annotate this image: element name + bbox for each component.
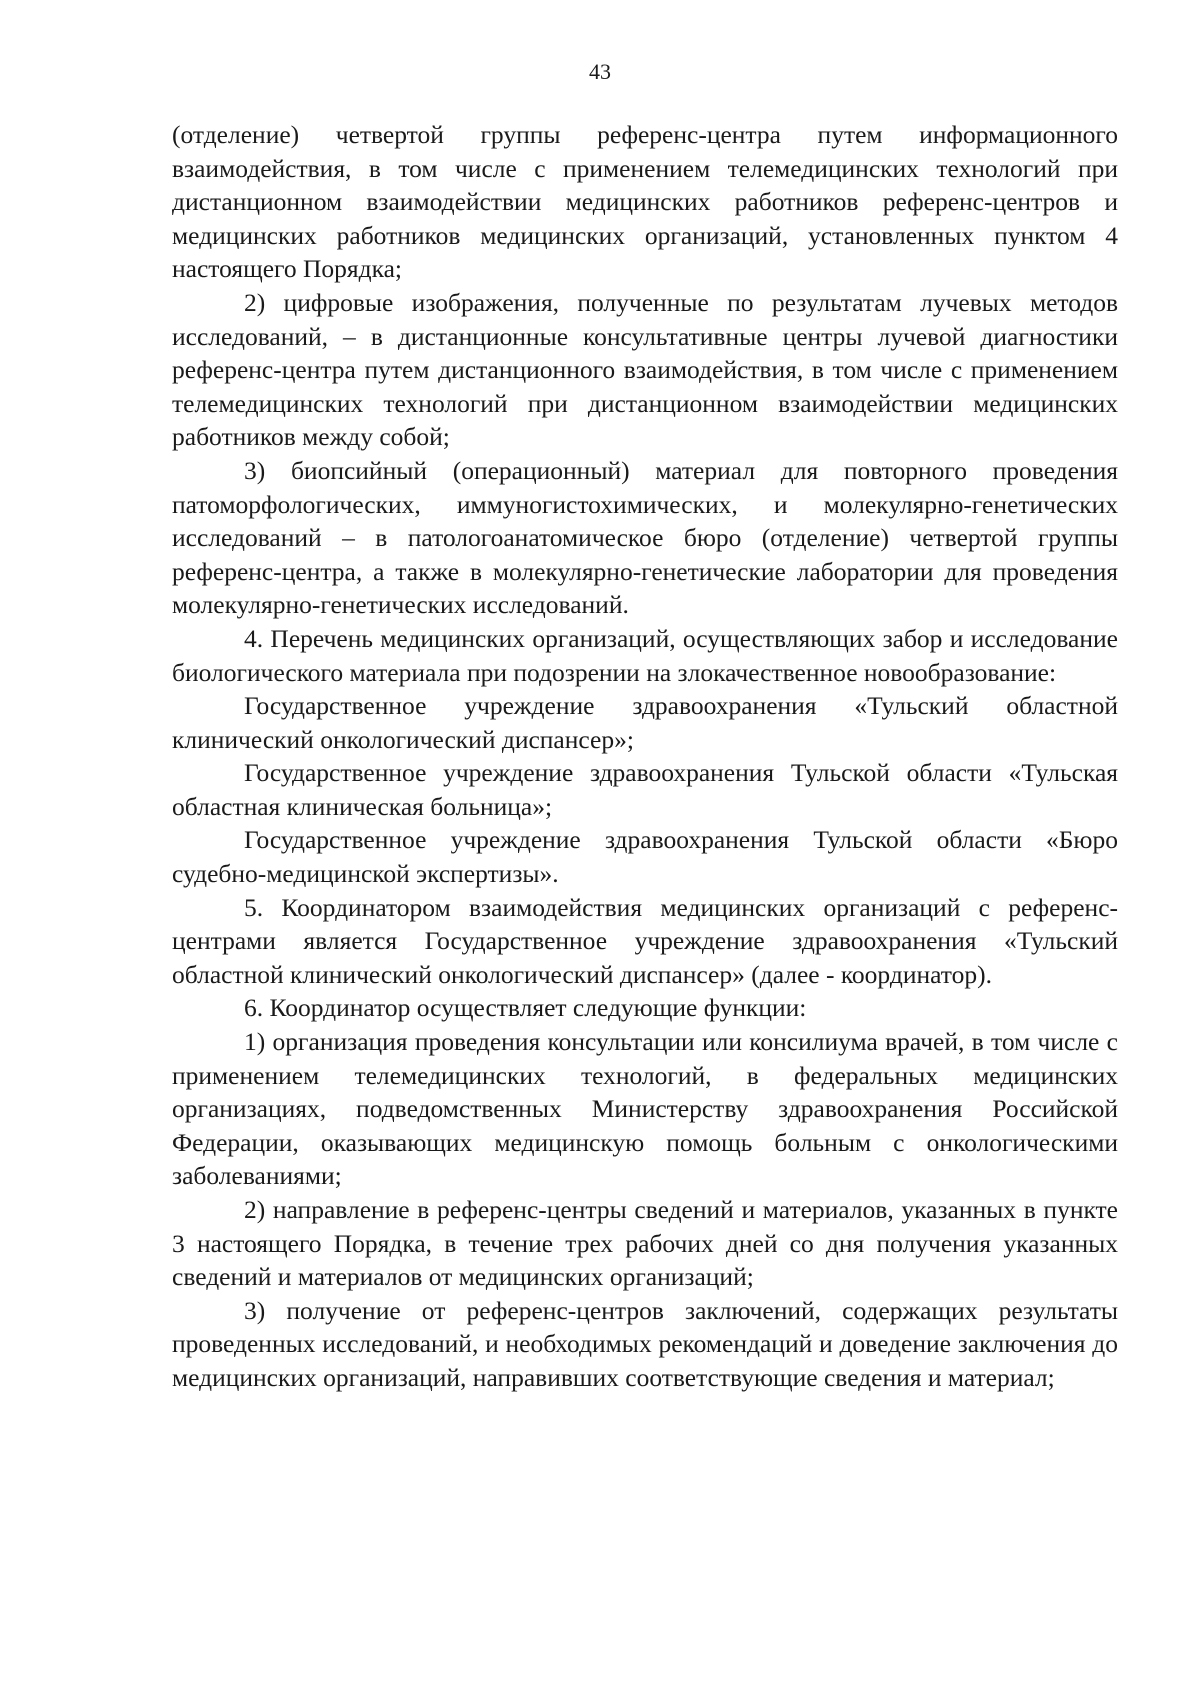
paragraph-clause-5: 5. Координатором взаимодействия медицинских организаций с референс-центрами является Государственное учреждение здравоохранения «Тульский областной клинический онкологический диспансер» (далее - координатор). <box>172 892 1118 989</box>
paragraph-clause-4: 4. Перечень медицинских организаций, осуществляющих забор и исследование биологического материала при подозрении на злокачественное новообразование: <box>172 623 1118 687</box>
paragraph-clause-6: 6. Координатор осуществляет следующие функции: <box>244 993 807 1023</box>
paragraph-item-3-biopsy: 3) биопсийный (операционный) материал для повторного проведения патоморфологических, иммуногистохимических, и молекулярно-генетических исследований – в патологоанатомическое бюро (отделение) четвертой группы референс-центра, а также в молекулярно-генетические лаборатории для проведения молекулярно-генетических исследований. <box>172 455 1118 620</box>
paragraph-continuation: (отделение) четвертой группы референс-центра путем информационного взаимодействия, в том числе с применением телемедицинских технологий при дистанционном взаимодействии медицинских работников референс-центров и медицинских работников медицинских организаций, установленных пунктом 4 настоящего Порядка; <box>172 120 1118 284</box>
paragraph-function-3: 3) получение от референс-центров заключений, содержащих результаты проведенных исследований, и необходимых рекомендаций и доведение заключения до медицинских организаций, направивших соответствующие сведения и материал; <box>172 1295 1118 1392</box>
document-body <box>172 118 1118 1395</box>
paragraph-org-oncology-dispensary: Государственное учреждение здравоохранения «Тульский областной клинический онкологический диспансер»; <box>172 691 1118 754</box>
paragraph-org-regional-hospital: Государственное учреждение здравоохранения Тульской области «Тульская областная клиническая больница»; <box>172 758 1118 821</box>
paragraph-function-2: 2) направление в референс-центры сведений и материалов, указанных в пункте 3 настоящего Порядка, в течение трех рабочих дней со дня получения указанных сведений и материалов от медицинских организаций; <box>172 1195 1118 1292</box>
paragraph-function-1: 1) организация проведения консультации или консилиума врачей, в том числе с применением телемедицинских технологий, в федеральных медицинских организациях, подведомственных Министерству здравоохранения Российской Федерации, оказывающих медицинскую помощь больным с онкологическими заболеваниями; <box>172 1027 1118 1191</box>
paragraph-item-2-images: 2) цифровые изображения, полученные по результатам лучевых методов исследований, – в дистанционные консультативные центры лучевой диагностики референс-центра путем дистанционного взаимодействия, в том числе с применением телемедицинских технологий при дистанционном взаимодействии медицинских работников между собой; <box>172 287 1118 452</box>
page-number: 43 <box>589 59 611 84</box>
paragraph-org-forensic-bureau: Государственное учреждение здравоохранения Тульской области «Бюро судебно-медицинской экспертизы». <box>172 825 1118 889</box>
